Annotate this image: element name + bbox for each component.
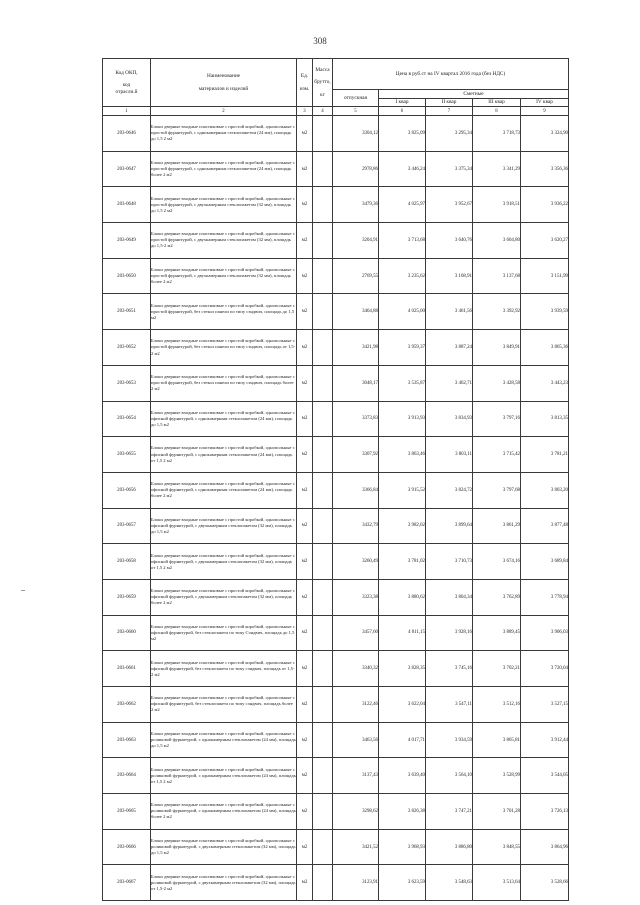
price-q2: 3 887,24 <box>426 330 473 366</box>
price-q4: 3 778,94 <box>521 579 569 615</box>
code-cell: 203-0665 <box>103 794 151 830</box>
price-otpusk: 3298,62 <box>333 794 379 830</box>
price-q3: 3 797,16 <box>473 401 521 437</box>
price-q1: 3 880,62 <box>379 579 426 615</box>
price-q2: 3 886,80 <box>426 829 473 865</box>
price-otpusk: 3323,38 <box>333 579 379 615</box>
price-q1: 3 913,93 <box>379 401 426 437</box>
unit-cell: м2 <box>297 651 313 687</box>
price-q1: 3 915,52 <box>379 472 426 508</box>
price-q1: 3 825,09 <box>379 116 426 152</box>
price-q1: 3 446,24 <box>379 151 426 187</box>
description-cell: Блоки дверные входные пластиковые с простой коробкой, однопольные с роликовой фурнитурой, с однокамерным стеклопакетом (24 мм), площадь от 1,5 2 м2 <box>151 758 297 794</box>
mass-cell <box>313 579 333 615</box>
price-otpusk: 3260,49 <box>333 544 379 580</box>
price-q2: 3 747,21 <box>426 794 473 830</box>
price-otpusk: 3464,88 <box>333 294 379 330</box>
header-name: Наименование материалов и изделий <box>151 59 297 107</box>
mass-cell <box>313 865 333 901</box>
description-cell: Блоки дверные входные пластиковые с простой коробкой, однопольные с офисной фурнитурой, без стеклопакета по типу сэндвич, площадь более 2 м2 <box>151 687 297 723</box>
code-cell: 203-0664 <box>103 758 151 794</box>
unit-cell: м2 <box>297 794 313 830</box>
price-q3: 3 702,21 <box>473 651 521 687</box>
unit-cell: м2 <box>297 615 313 651</box>
price-q4: 3 689,84 <box>521 544 569 580</box>
price-q2: 3 804,34 <box>426 579 473 615</box>
price-q1: 3 826,38 <box>379 794 426 830</box>
mass-cell <box>313 365 333 401</box>
price-q4: 3 620,27 <box>521 223 569 259</box>
description-cell: Блоки дверные входные пластиковые с простой коробкой, однопольные с простой фурнитурой, с двухкамерным стеклопакетом (32 мм), площадь до 1,5 2 м2 <box>151 187 297 223</box>
description-cell: Блоки дверные входные пластиковые с простой коробкой, однопольные с простой фурнитурой, без стекол панели по типу сэндвич, площадь до 1,5 м2 <box>151 294 297 330</box>
mass-cell <box>313 722 333 758</box>
price-otpusk: 2978,86 <box>333 151 379 187</box>
price-q2: 3 640,76 <box>426 223 473 259</box>
code-cell: 203-0658 <box>103 544 151 580</box>
column-number: 6 <box>379 107 426 116</box>
unit-cell: м2 <box>297 865 313 901</box>
price-q2: 3 803,11 <box>426 437 473 473</box>
description-cell: Блоки дверные входные пластиковые с простой коробкой, однопольные с роликовой фурнитурой, с двухкамерным стеклопакетом (32 мм), площадь до 1,5 м2 <box>151 829 297 865</box>
table-row <box>103 794 569 830</box>
price-q3: 3 718,73 <box>473 116 521 152</box>
price-otpusk: 3304,12 <box>333 116 379 152</box>
unit-cell: м2 <box>297 294 313 330</box>
code-cell: 203-0654 <box>103 401 151 437</box>
header-unit: Ед. изм. <box>297 59 313 107</box>
table-row <box>103 758 569 794</box>
price-q4: 3 877,48 <box>521 508 569 544</box>
mass-cell <box>313 829 333 865</box>
table-row <box>103 615 569 651</box>
unit-cell: м2 <box>297 508 313 544</box>
price-q1: 3 968,93 <box>379 829 426 865</box>
mass-cell <box>313 758 333 794</box>
price-q2: 3 564,10 <box>426 758 473 794</box>
header-code: Код ОКП, код отрасли.й <box>103 59 151 107</box>
description-cell: Блоки дверные входные пластиковые с простой коробкой, однопольные с офисной фурнитурой, без стеклопакета по типу Сэндвич, площадь до 1,5 м2 <box>151 615 297 651</box>
table-row <box>103 472 569 508</box>
code-cell: 203-0648 <box>103 187 151 223</box>
column-number: 9 <box>521 107 569 116</box>
unit-cell: м2 <box>297 437 313 473</box>
description-cell: Блоки дверные входные пластиковые с простой коробкой, однопольные с роликовой фурнитурой, с однокамерным стеклопакетом (24 мм), площадь более 2 м2 <box>151 794 297 830</box>
price-otpusk: 3432,79 <box>333 508 379 544</box>
description-cell: Блоки дверные входные пластиковые с простой коробкой, однопольные с офисной фурнитурой, с однокамерным стеклопакетом (24 мм), площадь до 1,5 м2 <box>151 401 297 437</box>
price-q4: 3 527,15 <box>521 687 569 723</box>
table-row <box>103 437 569 473</box>
price-q4: 3 151,99 <box>521 258 569 294</box>
price-q4: 3 544,05 <box>521 758 569 794</box>
header-price-title: Цена в руб.ст на IV квартал 2016 года (без НДС) <box>333 59 569 90</box>
table-row <box>103 687 569 723</box>
price-otpusk: 3373,83 <box>333 401 379 437</box>
mass-cell <box>313 223 333 259</box>
code-cell: 203-0652 <box>103 330 151 366</box>
price-otpusk: 3421,98 <box>333 330 379 366</box>
mass-cell <box>313 116 333 152</box>
table-row <box>103 187 569 223</box>
header-smetnye: Сметные <box>379 90 569 99</box>
column-number-row <box>103 107 569 116</box>
price-q1: 3 235,62 <box>379 258 426 294</box>
table-row <box>103 865 569 901</box>
price-otpusk: 3137,43 <box>333 758 379 794</box>
mass-cell <box>313 437 333 473</box>
price-otpusk: 3123,91 <box>333 865 379 901</box>
header-otpusk: отпускная <box>333 90 379 107</box>
price-q3: 3 797,68 <box>473 472 521 508</box>
table-row <box>103 116 569 152</box>
mass-cell <box>313 508 333 544</box>
column-number: 5 <box>333 107 379 116</box>
table-row <box>103 151 569 187</box>
description-cell: Блоки дверные входные пластиковые с простой коробкой, однопольные с роликовой фурнитурой, с двухкамерным стеклопакетом (32 мм), площадь от 1,5-2 м2 <box>151 865 297 901</box>
price-q1: 3 959,37 <box>379 330 426 366</box>
price-q2: 3 548,63 <box>426 865 473 901</box>
price-q2: 3 824,72 <box>426 472 473 508</box>
code-cell: 203-0651 <box>103 294 151 330</box>
price-q2: 3 934,59 <box>426 722 473 758</box>
price-otpusk: 3204,91 <box>333 223 379 259</box>
price-q1: 4 017,71 <box>379 722 426 758</box>
price-q1: 4 011,15 <box>379 615 426 651</box>
price-q2: 3 710,73 <box>426 544 473 580</box>
price-q4: 3 912,44 <box>521 722 569 758</box>
table-row <box>103 651 569 687</box>
mass-cell <box>313 687 333 723</box>
table-body <box>103 116 569 901</box>
unit-cell: м2 <box>297 758 313 794</box>
price-q3: 3 341,29 <box>473 151 521 187</box>
price-q4: 3 726,13 <box>521 794 569 830</box>
price-q1: 3 535,87 <box>379 365 426 401</box>
unit-cell: м2 <box>297 151 313 187</box>
header-q3: III квар <box>473 99 521 107</box>
price-q1: 3 982,02 <box>379 508 426 544</box>
code-cell: 203-0659 <box>103 579 151 615</box>
description-cell: Блоки дверные входные пластиковые с простой коробкой, однопольные с простой фурнитурой, с однокамерным стеклопакетом (24 мм), площадь более 2 м2 <box>151 151 297 187</box>
table-row <box>103 401 569 437</box>
price-otpusk: 3366,84 <box>333 472 379 508</box>
price-q3: 3 715,42 <box>473 437 521 473</box>
description-cell: Блоки дверные входные пластиковые с простой коробкой, однопольные с роликовой фурнитурой, с однокамерным стеклопакетом (24 мм), площадь до 1,5 м2 <box>151 722 297 758</box>
description-cell: Блоки дверные входные пластиковые с простой коробкой, однопольные с офисной фурнитурой, с однокамерным стеклопакетом (24 мм), площадь от 1,5 2 м2 <box>151 437 297 473</box>
price-q4: 3 936,22 <box>521 187 569 223</box>
mass-cell <box>313 187 333 223</box>
mass-cell <box>313 401 333 437</box>
code-cell: 203-0647 <box>103 151 151 187</box>
unit-cell: м2 <box>297 722 313 758</box>
price-otpusk: 2769,55 <box>333 258 379 294</box>
price-q3: 3 137,68 <box>473 258 521 294</box>
price-q3: 3 512,16 <box>473 687 521 723</box>
description-cell: Блоки дверные входные пластиковые с простой коробкой, однопольные с офисной фурнитурой, с двухкамерным стеклопакетом (32 мм), площадь от 1,5 2 м2 <box>151 544 297 580</box>
price-table <box>102 58 569 901</box>
price-otpusk: 3122,46 <box>333 687 379 723</box>
price-q1: 3 863,46 <box>379 437 426 473</box>
table-row <box>103 579 569 615</box>
price-q2: 3 834,93 <box>426 401 473 437</box>
mass-cell <box>313 544 333 580</box>
mass-cell <box>313 151 333 187</box>
unit-cell: м2 <box>297 116 313 152</box>
code-cell: 203-0662 <box>103 687 151 723</box>
price-q2: 3 952,67 <box>426 187 473 223</box>
code-cell: 203-0666 <box>103 829 151 865</box>
header-q1: I квар <box>379 99 426 107</box>
price-otpusk: 3340,32 <box>333 651 379 687</box>
price-otpusk: 3421,52 <box>333 829 379 865</box>
column-number: 7 <box>426 107 473 116</box>
price-q4: 3 865,36 <box>521 330 569 366</box>
unit-cell: м2 <box>297 579 313 615</box>
description-cell: Блоки дверные входные пластиковые с простой коробкой, однопольные с простой фурнитурой, с двухкамерным стеклопакетом (32 мм), площадь до 1,5-2 м2 <box>151 223 297 259</box>
mass-cell <box>313 472 333 508</box>
price-q2: 3 462,71 <box>426 365 473 401</box>
price-q1: 3 639,40 <box>379 758 426 794</box>
price-q3: 3 861,29 <box>473 508 521 544</box>
price-otpusk: 3457,60 <box>333 615 379 651</box>
code-cell: 203-0646 <box>103 116 151 152</box>
page-number: 308 <box>313 36 327 46</box>
column-number: 8 <box>473 107 521 116</box>
table-row <box>103 722 569 758</box>
price-q4: 3 906,03 <box>521 615 569 651</box>
price-q2: 3 461,56 <box>426 294 473 330</box>
price-q3: 3 392,92 <box>473 294 521 330</box>
unit-cell: м2 <box>297 829 313 865</box>
unit-cell: м2 <box>297 187 313 223</box>
price-q4: 3 813,35 <box>521 401 569 437</box>
description-cell: Блоки дверные входные пластиковые с простой коробкой, однопольные с офисной фурнитурой, с однокамерным стеклопакетом (24 мм), площадь более 2 м2 <box>151 472 297 508</box>
code-cell: 203-0649 <box>103 223 151 259</box>
price-q3: 3 849,91 <box>473 330 521 366</box>
price-q3: 3 674,16 <box>473 544 521 580</box>
price-q1: 3 713,68 <box>379 223 426 259</box>
price-q2: 3 899,64 <box>426 508 473 544</box>
unit-cell: м2 <box>297 472 313 508</box>
mass-cell <box>313 794 333 830</box>
price-q3: 3 513,64 <box>473 865 521 901</box>
price-q4: 3 443,23 <box>521 365 569 401</box>
code-cell: 203-0663 <box>103 722 151 758</box>
code-cell: 203-0653 <box>103 365 151 401</box>
table-row <box>103 330 569 366</box>
unit-cell: м2 <box>297 687 313 723</box>
price-q4: 3 781,21 <box>521 437 569 473</box>
price-q1: 3 828,35 <box>379 651 426 687</box>
description-cell: Блоки дверные входные пластиковые с простой коробкой, однопольные с офисной фурнитурой, без стеклопакета по типу сэндвич, площадь от 1,5-2 м2 <box>151 651 297 687</box>
code-cell: 203-0657 <box>103 508 151 544</box>
unit-cell: м2 <box>297 330 313 366</box>
table-row <box>103 544 569 580</box>
price-q1: 4 025,97 <box>379 187 426 223</box>
price-q3: 3 848,55 <box>473 829 521 865</box>
column-number: 1 <box>103 107 151 116</box>
price-q1: 3 623,59 <box>379 865 426 901</box>
price-q2: 3 168,91 <box>426 258 473 294</box>
unit-cell: м2 <box>297 258 313 294</box>
mass-cell <box>313 258 333 294</box>
price-otpusk: 3307,92 <box>333 437 379 473</box>
table-row <box>103 223 569 259</box>
code-cell: 203-0655 <box>103 437 151 473</box>
code-cell: 203-0667 <box>103 865 151 901</box>
margin-mark <box>21 590 25 591</box>
description-cell: Блоки дверные входные пластиковые с простой коробкой, однопольные с простой фурнитурой, без стекол панели по типу сэндвич, площадь более 2 м2 <box>151 365 297 401</box>
unit-cell: м2 <box>297 365 313 401</box>
price-q2: 3 928,16 <box>426 615 473 651</box>
table-row <box>103 829 569 865</box>
price-q1: 3 781,02 <box>379 544 426 580</box>
price-q3: 3 865,81 <box>473 722 521 758</box>
price-q3: 3 918,51 <box>473 187 521 223</box>
description-cell: Блоки дверные входные пластиковые с простой коробкой, однопольные с простой фурнитурой, с однокамерным стеклопакетом (24 мм), площадь до 1,5 2 м2 <box>151 116 297 152</box>
price-otpusk: 3463,56 <box>333 722 379 758</box>
header-q2: II квар <box>426 99 473 107</box>
mass-cell <box>313 294 333 330</box>
price-q2: 3 295,34 <box>426 116 473 152</box>
description-cell: Блоки дверные входные пластиковые с простой коробкой, однопольные с офисной фурнитурой, с двухкамерным стеклопакетом (32 мм), площадь до 1,5 м2 <box>151 508 297 544</box>
price-q3: 3 604,80 <box>473 223 521 259</box>
price-otpusk: 3048,17 <box>333 365 379 401</box>
mass-cell <box>313 330 333 366</box>
price-otpusk: 3479,36 <box>333 187 379 223</box>
table-row <box>103 294 569 330</box>
price-q3: 3 762,89 <box>473 579 521 615</box>
table-row <box>103 508 569 544</box>
table-row <box>103 365 569 401</box>
table-row <box>103 258 569 294</box>
price-q2: 3 375,34 <box>426 151 473 187</box>
unit-cell: м2 <box>297 223 313 259</box>
price-q4: 3 864,96 <box>521 829 569 865</box>
description-cell: Блоки дверные входные пластиковые с простой коробкой, однопольные с офисной фурнитурой, с двухкамерным стеклопакетом (32 мм), площадь более 2 м2 <box>151 579 297 615</box>
price-q4: 3 324,90 <box>521 116 569 152</box>
code-cell: 203-0661 <box>103 651 151 687</box>
header-mass: Масса брутто, кг <box>313 59 333 107</box>
header-q4: IV квар <box>521 99 569 107</box>
price-q2: 3 547,11 <box>426 687 473 723</box>
price-q4: 3 356,36 <box>521 151 569 187</box>
price-q2: 3 745,16 <box>426 651 473 687</box>
mass-cell <box>313 651 333 687</box>
price-q4: 3 528,66 <box>521 865 569 901</box>
price-q4: 3 803,20 <box>521 472 569 508</box>
price-q1: 4 025,00 <box>379 294 426 330</box>
column-number: 2 <box>151 107 297 116</box>
unit-cell: м2 <box>297 401 313 437</box>
price-q3: 3 528,99 <box>473 758 521 794</box>
price-q3: 3 428,58 <box>473 365 521 401</box>
code-cell: 203-0656 <box>103 472 151 508</box>
code-cell: 203-0660 <box>103 615 151 651</box>
description-cell: Блоки дверные входные пластиковые с простой коробкой, однопольные с простой фурнитурой, с двухкамерным стеклопакетом (32 мм), площадь более 2 м2 <box>151 258 297 294</box>
description-cell: Блоки дверные входные пластиковые с простой коробкой, однопольные с простой фурнитурой, без стекол панели по типу сэндвич, площадь от 1,5-2 м2 <box>151 330 297 366</box>
mass-cell <box>313 615 333 651</box>
column-number: 4 <box>313 107 333 116</box>
price-q1: 3 622,04 <box>379 687 426 723</box>
price-q3: 3 889,45 <box>473 615 521 651</box>
price-q3: 3 701,28 <box>473 794 521 830</box>
column-number: 3 <box>297 107 313 116</box>
unit-cell: м2 <box>297 544 313 580</box>
code-cell: 203-0650 <box>103 258 151 294</box>
price-q4: 3 939,59 <box>521 294 569 330</box>
price-q4: 3 720,04 <box>521 651 569 687</box>
